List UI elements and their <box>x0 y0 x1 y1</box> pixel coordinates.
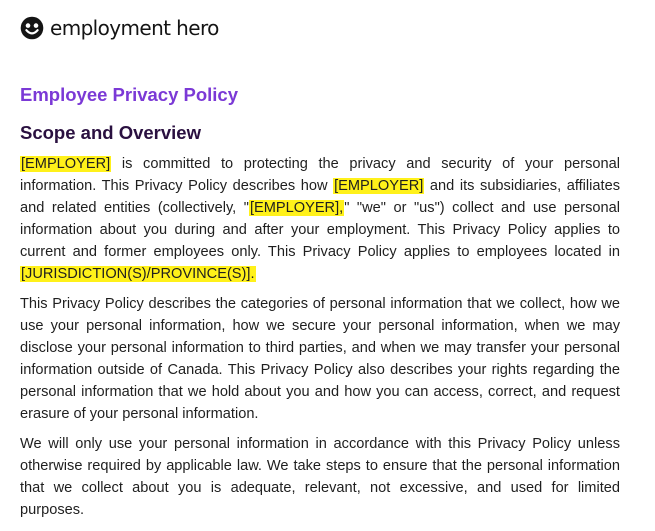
document-title: Employee Privacy Policy <box>20 84 239 105</box>
employer-placeholder: [EMPLOYER] <box>334 178 424 194</box>
brand-name: employment hero <box>50 16 219 40</box>
employment-hero-logo-icon <box>20 16 44 40</box>
employer-placeholder: [EMPLOYER] <box>21 156 111 172</box>
paragraph-text: " "we" or "us") collect and use personal information about you during and after your employment. This Privacy Policy applies to current and former employees only. This Privacy Policy applies to employees located in <box>20 200 620 260</box>
paragraph-text: and its subsidiaries, affiliates and related entities (collectively, " <box>20 178 620 216</box>
paragraph-text: is committed to protecting the privacy and security of your personal information. This Privacy Policy describes how <box>20 156 620 194</box>
brand-header <box>20 14 219 42</box>
jurisdiction-placeholder: [JURISDICTION(S)/PROVINCE(S)]. <box>21 266 255 282</box>
document-body <box>20 153 620 529</box>
employer-placeholder: [EMPLOYER], <box>249 200 344 216</box>
section-heading: Scope and Overview <box>20 122 201 143</box>
paragraph-description: This Privacy Policy describes the categories of personal information that we collect, how we use your personal information, how we secure your personal information, when we may disclose your personal information to third parties, and when we may transfer your personal information outside of Canada. This Privacy Policy also describes your rights regarding the personal information that we hold about you and how you can access, correct, and request erasure of your personal information. <box>20 296 620 422</box>
paragraph-scope <box>20 153 620 285</box>
paragraph-usage: We will only use your personal information in accordance with this Privacy Policy unless otherwise required by applicable law. We take steps to ensure that the personal information that we collect about you is adequate, relevant, not excessive, and used for limited purposes. <box>20 436 620 518</box>
